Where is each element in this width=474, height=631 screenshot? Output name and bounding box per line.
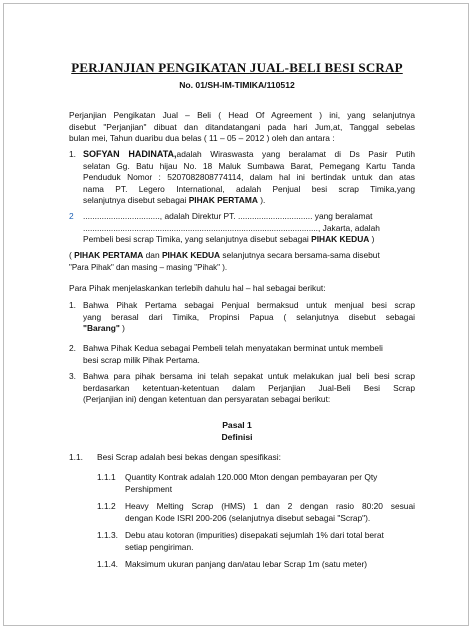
party1-last-pre: selanjutnya disebut sebagai: [83, 195, 189, 206]
spec-line: Debu atau kotoran (impurities) disepakati sejumlah 1% dari total berat: [125, 530, 384, 540]
party2-role: PIHAK KEDUA: [311, 234, 370, 245]
party1-role: PIHAK PERTAMA: [188, 195, 258, 206]
spec-line: Pershipment: [125, 483, 173, 494]
spec-line: Maksimum ukuran panjang dan/atau lebar Scrap 1m (satu meter): [125, 559, 368, 569]
recital3-paragraph: [83, 371, 415, 406]
parties-pre: (: [69, 250, 75, 260]
recital-line: berdasarkan ketentuan-ketentuan dalam Perjanjian Jual-Beli Besi Scrap: [83, 382, 415, 393]
parties-post: selanjutnya secara bersama-sama disebut: [220, 250, 380, 260]
spec-item: [125, 501, 415, 524]
pasal-title: Definisi: [221, 432, 253, 442]
parties-role1: PIHAK PERTAMA: [74, 250, 144, 260]
recital-line: yang berasal dari Timika, Propinsi Papua ( selanjutnya disebut sebagai: [83, 311, 415, 322]
recital1-paragraph: [83, 300, 415, 335]
intro-line: Perjanjian Pengikatan Jual – Beli ( Head Of Agreement ) ini, yang selanjutnya: [69, 110, 415, 120]
party2-paragraph: [83, 211, 415, 246]
party2-line: [83, 234, 415, 246]
party2-last-pre: Pembeli besi scrap Timika, yang selanjutnya disebut sebagai: [83, 234, 312, 245]
recital2-number: 2.: [69, 343, 76, 353]
party1-line1: adalah Wiraswasta yang beralamat di Ds Pasir Putih: [176, 149, 415, 159]
recital1-last-post: ): [119, 323, 125, 334]
spec-item: [125, 530, 415, 553]
preface-line: Para Pihak menjelaskankan terlebih dahulu hal – hal sebagai berikut:: [69, 283, 326, 293]
intro-paragraph: [69, 110, 415, 145]
parties-line: [69, 250, 415, 262]
recital-line: Bahwa para pihak bersama ini telah sepakat untuk melakukan jual beli besi scrap: [83, 371, 415, 381]
party1-last-post: ).: [257, 195, 266, 206]
party2-line: ................................., adalah Direktur PT. ................................ yang beralamat: [83, 211, 373, 221]
spec-line: setiap pengiriman.: [125, 541, 194, 552]
party1-paragraph: [83, 149, 415, 207]
recital-line: (Perjanjian ini) dengan ketentuan dan persyaratan sebagai berikut:: [83, 394, 331, 405]
spec-line: dengan Kode ISRI 200-206 (selanjutnya disebut sebagai "Scrap").: [125, 512, 371, 523]
party1-number: 1.: [69, 149, 76, 159]
clause-line: Besi Scrap adalah besi bekas dengan spesifikasi:: [97, 452, 281, 462]
party1-name: SOFYAN HADINATA,: [83, 149, 177, 159]
party2-line: ....................................................................................................., Jakarta, adalah: [83, 222, 380, 233]
spec-number: 1.1.4.: [97, 559, 118, 569]
party2-last-post: ): [369, 234, 375, 245]
document-number: No. 01/SH-IM-TIMIKA/110512: [179, 80, 295, 90]
party1-line: [83, 195, 415, 207]
party1-line: selatan Gg. Batu hijau No. 18 Maluk Sumbawa Barat, Pemegang Kartu Tanda: [83, 160, 415, 171]
recital-line: [83, 323, 415, 335]
recital-line: besi scrap milik Pihak Pertama.: [83, 354, 200, 365]
recital3-number: 3.: [69, 371, 76, 381]
parties-role2: PIHAK KEDUA: [161, 250, 221, 260]
clause-text: [97, 452, 415, 464]
spec-item: [125, 472, 415, 495]
party1-line: [83, 149, 415, 161]
spec-number: 1.1.2: [97, 501, 116, 511]
spec-item: [125, 559, 415, 571]
parties-line: "Para Pihak" dan masing – masing "Pihak" ).: [69, 262, 228, 272]
party1-line: Penduduk Nomor : 5207082808774114, dalam hal ini bertindak untuk dan atas: [83, 172, 415, 183]
preface-text: [69, 283, 415, 295]
spec-number: 1.1.1: [97, 472, 116, 482]
spec-line: Heavy Melting Scrap (HMS) 1 dan 2 dengan rasio 80:20 sesuai: [125, 501, 415, 511]
pasal-heading: Pasal 1: [222, 420, 252, 430]
recital1-term: "Barang": [83, 323, 120, 334]
recital-line: Bahwa Pihak Pertama sebagai Penjual bermaksud untuk menjual besi scrap: [83, 300, 415, 310]
intro-line: disebut "Perjanjian" dibuat dan ditandatangani pada hari Jum,at, Tanggal sebelas: [69, 121, 415, 132]
party1-line: nama PT. Legero International, adalah Penjual besi scrap Timika,yang: [83, 183, 415, 194]
recital1-number: 1.: [69, 300, 76, 310]
recital2-paragraph: [83, 343, 415, 366]
recital-line: Bahwa Pihak Kedua sebagai Pembeli telah menyatakan berminat untuk membeli: [83, 343, 383, 353]
spec-number: 1.1.3.: [97, 530, 118, 540]
party2-number: 2: [69, 211, 74, 221]
parties-paragraph: [69, 250, 415, 273]
intro-line: bulan mei, Tahun duaribu dua belas ( 11 – 05 – 2012 ) oleh dan antara :: [69, 133, 335, 144]
clause-number: 1.1.: [69, 452, 83, 462]
parties-mid: dan: [143, 250, 162, 260]
document-title: PERJANJIAN PENGIKATAN JUAL-BELI BESI SCRAP: [71, 60, 403, 75]
spec-line: Quantity Kontrak adalah 120.000 Mton dengan pembayaran per Qty: [125, 472, 378, 482]
